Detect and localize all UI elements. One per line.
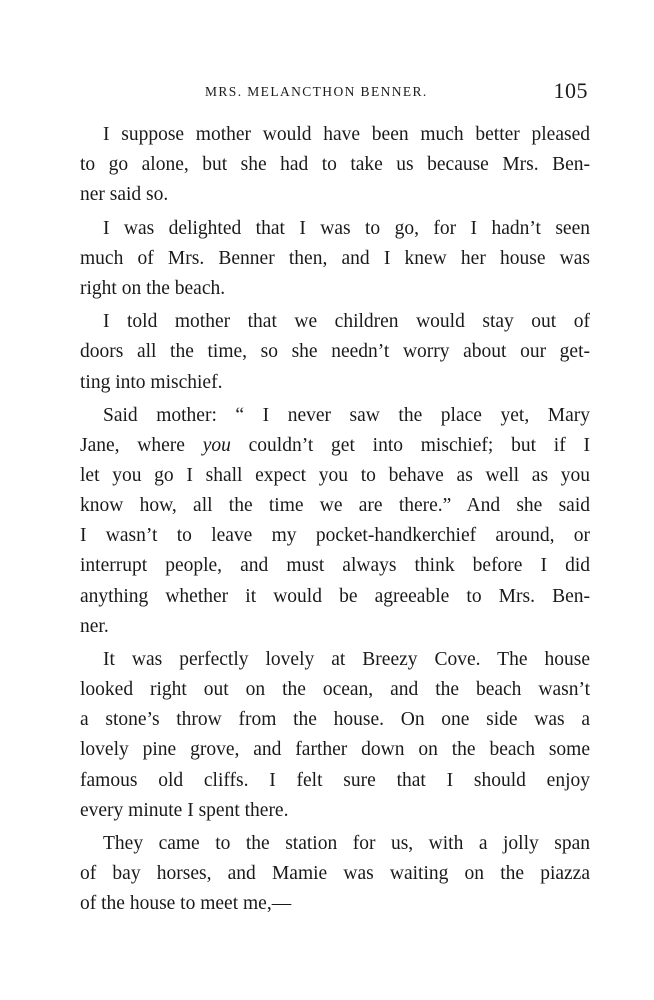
paragraph [80,401,590,642]
text-line: They came to the station for us, with a jolly span [103,833,590,855]
text-line: looked right out on the ocean, and the beach wasn’t [80,679,590,701]
text-line: anything whether it would be agreeable to Mrs. Ben- [80,585,590,607]
text-segment: Jane, where [80,435,203,457]
text-line: to go alone, but she had to take us because Mrs. Ben- [80,154,590,176]
body-text [80,120,590,919]
text-line: a stone’s throw from the house. On one side was a [80,709,590,731]
text-line: right on the beach. [80,277,226,299]
italic-emphasis: you [202,435,231,457]
text-line: every minute I spent there. [80,799,289,821]
paragraph [80,645,590,826]
text-line: I was delighted that I was to go, for I hadn’t seen [103,217,590,239]
text-line: let you go I shall expect you to behave as well as you [80,465,590,487]
text-line: I suppose mother would have been much better pleased [103,124,590,145]
text-line: of the house to meet me,— [80,893,292,915]
text-line: ner. [80,615,109,637]
text-line: It was perfectly lovely at Breezy Cove. The house [103,649,590,671]
text-line: of bay horses, and Mamie was waiting on the piazza [80,863,590,885]
text-line: lovely pine grove, and farther down on the beach some [80,739,590,761]
text-line: ner said so. [80,184,169,206]
text-line: famous old cliffs. I felt sure that I should enjoy [80,769,590,791]
text-line: much of Mrs. Benner then, and I knew her house was [80,247,590,269]
text-line: interrupt people, and must always think before I did [80,555,590,577]
paragraph [80,214,590,304]
page-number: 105 [553,78,588,103]
text-line: doors all the time, so she needn’t worry about our get- [80,341,590,363]
paragraph [80,829,590,919]
running-header [80,78,590,108]
text-line: Said mother: “ I never saw the place yet, Mary [103,405,590,427]
paragraph [80,120,590,210]
text-line [80,431,590,461]
text-line: know how, all the time we are there.” And she said [80,495,590,517]
paragraph [80,307,590,397]
text-line: ting into mischief. [80,371,223,393]
running-title: MRS. MELANCTHON BENNER. [205,84,428,99]
text-line: I told mother that we children would stay out of [103,311,590,333]
text-segment: couldn’t get into mischief; but if I [230,435,590,457]
text-line: I wasn’t to leave my pocket-handkerchief around, or [80,525,590,547]
